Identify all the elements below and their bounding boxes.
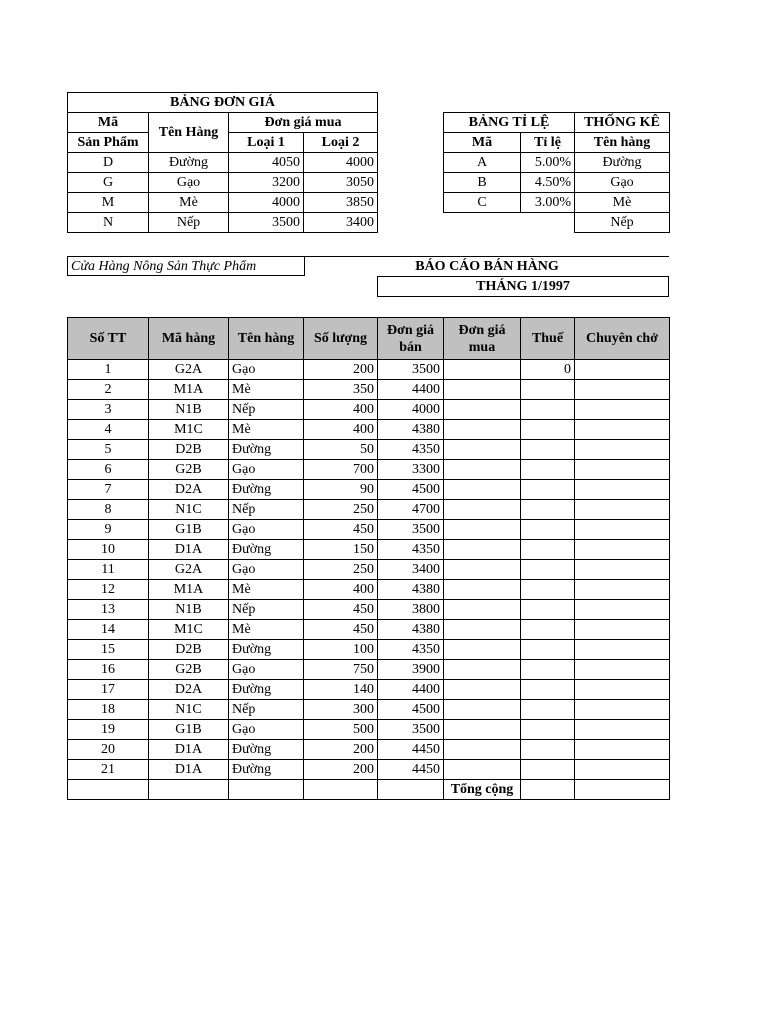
- price-loai2[interactable]: 3050: [304, 173, 378, 193]
- col-thue: Thuế: [521, 318, 575, 360]
- cell-so-luong[interactable]: 400: [304, 580, 378, 600]
- cell-chuyen-cho[interactable]: [575, 540, 670, 560]
- price-loai1[interactable]: 4050: [229, 153, 304, 173]
- cell-so-luong[interactable]: 150: [304, 540, 378, 560]
- cell-ten-hang[interactable]: Mè: [229, 380, 304, 400]
- cell-so-luong[interactable]: 450: [304, 600, 378, 620]
- cell-ma-hang[interactable]: N1C: [149, 700, 229, 720]
- cell-don-gia-mua[interactable]: [444, 600, 521, 620]
- rate-row: [444, 153, 575, 173]
- cell-ma-hang[interactable]: G1B: [149, 520, 229, 540]
- price-ma[interactable]: G: [68, 173, 149, 193]
- price-row: [68, 193, 378, 213]
- cell-don-gia-ban[interactable]: 3900: [378, 660, 444, 680]
- cell-ten-hang[interactable]: Đường: [229, 640, 304, 660]
- cell-chuyen-cho[interactable]: [575, 380, 670, 400]
- cell-ma-hang[interactable]: N1B: [149, 600, 229, 620]
- table-row: [68, 600, 670, 620]
- cell-ma-hang[interactable]: M1C: [149, 420, 229, 440]
- cell-ma-hang[interactable]: M1A: [149, 380, 229, 400]
- price-ten[interactable]: Nếp: [149, 213, 229, 233]
- cell-thue[interactable]: [521, 460, 575, 480]
- cell-don-gia-mua[interactable]: [444, 700, 521, 720]
- cell-ma-hang[interactable]: M1C: [149, 620, 229, 640]
- cell-ma-hang[interactable]: G2B: [149, 460, 229, 480]
- cell-don-gia-mua[interactable]: [444, 440, 521, 460]
- cell-so-luong[interactable]: 700: [304, 460, 378, 480]
- report-month: THÁNG 1/1997: [377, 276, 669, 297]
- price-ma[interactable]: M: [68, 193, 149, 213]
- cell-ma-hang[interactable]: G2A: [149, 560, 229, 580]
- cell-so-tt[interactable]: 5: [68, 440, 149, 460]
- cell-ten-hang[interactable]: Gạo: [229, 520, 304, 540]
- total-chuyen-cho-cell[interactable]: [575, 780, 670, 800]
- cell-chuyen-cho[interactable]: [575, 680, 670, 700]
- cell-so-tt[interactable]: 16: [68, 660, 149, 680]
- table-row: [68, 760, 670, 780]
- stats-table: [574, 112, 670, 233]
- cell-so-tt[interactable]: 17: [68, 680, 149, 700]
- total-empty-cell: [378, 780, 444, 800]
- price-col-don-gia-mua: Đơn giá mua: [229, 113, 378, 133]
- cell-ten-hang[interactable]: Đường: [229, 540, 304, 560]
- cell-so-luong[interactable]: 140: [304, 680, 378, 700]
- table-row: [68, 660, 670, 680]
- cell-don-gia-ban[interactable]: 4350: [378, 540, 444, 560]
- cell-ma-hang[interactable]: D2A: [149, 480, 229, 500]
- stats-table-title: THỐNG KÊ: [575, 113, 670, 133]
- cell-chuyen-cho[interactable]: [575, 700, 670, 720]
- cell-so-tt[interactable]: 21: [68, 760, 149, 780]
- cell-ten-hang[interactable]: Nếp: [229, 700, 304, 720]
- cell-thue[interactable]: [521, 680, 575, 700]
- cell-don-gia-ban[interactable]: 4450: [378, 760, 444, 780]
- col-chuyen-cho: Chuyên chở: [575, 318, 670, 360]
- cell-ma-hang[interactable]: G2A: [149, 360, 229, 380]
- cell-so-luong[interactable]: 50: [304, 440, 378, 460]
- cell-so-luong[interactable]: 300: [304, 700, 378, 720]
- cell-thue[interactable]: [521, 760, 575, 780]
- price-loai1[interactable]: 3500: [229, 213, 304, 233]
- price-table-title: BẢNG ĐƠN GIÁ: [68, 93, 378, 113]
- cell-so-luong[interactable]: 500: [304, 720, 378, 740]
- table-row: [68, 560, 670, 580]
- cell-chuyen-cho[interactable]: [575, 580, 670, 600]
- table-row: [68, 700, 670, 720]
- sales-table: [67, 317, 670, 800]
- cell-ten-hang[interactable]: Nếp: [229, 600, 304, 620]
- cell-don-gia-ban[interactable]: 4400: [378, 680, 444, 700]
- cell-don-gia-mua[interactable]: [444, 760, 521, 780]
- cell-so-tt[interactable]: 20: [68, 740, 149, 760]
- table-row: [68, 580, 670, 600]
- cell-so-luong[interactable]: 750: [304, 660, 378, 680]
- cell-ten-hang[interactable]: Gạo: [229, 660, 304, 680]
- rate-ti-le[interactable]: 3.00%: [521, 193, 575, 213]
- total-empty-cell: [304, 780, 378, 800]
- cell-so-luong[interactable]: 100: [304, 640, 378, 660]
- price-row: [68, 153, 378, 173]
- cell-don-gia-ban[interactable]: 3300: [378, 460, 444, 480]
- cell-so-tt[interactable]: 10: [68, 540, 149, 560]
- price-col-san-pham: Sản Phẩm: [68, 133, 149, 153]
- cell-so-luong[interactable]: 400: [304, 400, 378, 420]
- col-don-gia-ban: Đơn giá bán: [378, 318, 444, 360]
- cell-don-gia-ban[interactable]: 3800: [378, 600, 444, 620]
- cell-thue[interactable]: [521, 540, 575, 560]
- table-row: [68, 740, 670, 760]
- stats-col-ten-hang: Tên hàng: [575, 133, 670, 153]
- price-ten[interactable]: Đường: [149, 153, 229, 173]
- cell-thue[interactable]: [521, 720, 575, 740]
- cell-don-gia-ban[interactable]: 3400: [378, 560, 444, 580]
- cell-don-gia-mua[interactable]: [444, 500, 521, 520]
- cell-chuyen-cho[interactable]: [575, 440, 670, 460]
- cell-so-tt[interactable]: 14: [68, 620, 149, 640]
- cell-don-gia-mua[interactable]: [444, 520, 521, 540]
- rate-ti-le[interactable]: 5.00%: [521, 153, 575, 173]
- cell-don-gia-mua[interactable]: [444, 660, 521, 680]
- cell-don-gia-ban[interactable]: 4380: [378, 620, 444, 640]
- cell-so-tt[interactable]: 18: [68, 700, 149, 720]
- cell-thue[interactable]: [521, 660, 575, 680]
- cell-ten-hang[interactable]: Gạo: [229, 560, 304, 580]
- cell-chuyen-cho[interactable]: [575, 560, 670, 580]
- cell-ma-hang[interactable]: D2A: [149, 680, 229, 700]
- cell-so-luong[interactable]: 450: [304, 620, 378, 640]
- rate-col-ma: Mã: [444, 133, 521, 153]
- cell-so-tt[interactable]: 15: [68, 640, 149, 660]
- cell-thue[interactable]: [521, 580, 575, 600]
- table-row: [68, 480, 670, 500]
- col-don-gia-mua: Đơn giá mua: [444, 318, 521, 360]
- cell-thue[interactable]: [521, 500, 575, 520]
- total-empty-cell: [68, 780, 149, 800]
- cell-so-luong[interactable]: 250: [304, 500, 378, 520]
- table-row: [68, 500, 670, 520]
- cell-don-gia-mua[interactable]: [444, 460, 521, 480]
- cell-chuyen-cho[interactable]: [575, 620, 670, 640]
- price-col-loai2: Loại 2: [304, 133, 378, 153]
- col-so-tt: Số TT: [68, 318, 149, 360]
- cell-so-tt[interactable]: 11: [68, 560, 149, 580]
- cell-don-gia-mua[interactable]: [444, 560, 521, 580]
- cell-ten-hang[interactable]: Gạo: [229, 360, 304, 380]
- cell-so-luong[interactable]: 200: [304, 740, 378, 760]
- cell-don-gia-ban[interactable]: 4380: [378, 580, 444, 600]
- cell-chuyen-cho[interactable]: [575, 460, 670, 480]
- cell-ten-hang[interactable]: Đường: [229, 440, 304, 460]
- cell-thue[interactable]: [521, 420, 575, 440]
- rate-table: [443, 112, 575, 213]
- cell-don-gia-ban[interactable]: 4000: [378, 400, 444, 420]
- table-row: [68, 380, 670, 400]
- cell-ma-hang[interactable]: D2B: [149, 640, 229, 660]
- cell-don-gia-mua[interactable]: [444, 380, 521, 400]
- price-col-loai1: Loại 1: [229, 133, 304, 153]
- cell-ma-hang[interactable]: D1A: [149, 740, 229, 760]
- cell-so-luong[interactable]: 90: [304, 480, 378, 500]
- cell-thue[interactable]: 0: [521, 360, 575, 380]
- cell-don-gia-mua[interactable]: [444, 360, 521, 380]
- table-row: [68, 420, 670, 440]
- col-ten-hang: Tên hàng: [229, 318, 304, 360]
- total-row: [68, 780, 670, 800]
- cell-so-tt[interactable]: 8: [68, 500, 149, 520]
- cell-thue[interactable]: [521, 740, 575, 760]
- cell-ten-hang[interactable]: Đường: [229, 740, 304, 760]
- rate-row: [444, 193, 575, 213]
- cell-don-gia-ban[interactable]: 4350: [378, 440, 444, 460]
- cell-chuyen-cho[interactable]: [575, 740, 670, 760]
- cell-don-gia-ban[interactable]: 4500: [378, 700, 444, 720]
- cell-don-gia-mua[interactable]: [444, 720, 521, 740]
- cell-ma-hang[interactable]: N1C: [149, 500, 229, 520]
- cell-ma-hang[interactable]: D1A: [149, 760, 229, 780]
- cell-don-gia-mua[interactable]: [444, 400, 521, 420]
- cell-chuyen-cho[interactable]: [575, 360, 670, 380]
- price-ten[interactable]: Mè: [149, 193, 229, 213]
- cell-ten-hang[interactable]: Nếp: [229, 500, 304, 520]
- cell-ten-hang[interactable]: Đường: [229, 680, 304, 700]
- cell-thue[interactable]: [521, 640, 575, 660]
- cell-don-gia-mua[interactable]: [444, 480, 521, 500]
- cell-don-gia-ban[interactable]: 3500: [378, 360, 444, 380]
- cell-chuyen-cho[interactable]: [575, 720, 670, 740]
- table-row: [68, 540, 670, 560]
- cell-chuyen-cho[interactable]: [575, 760, 670, 780]
- rate-row: [444, 173, 575, 193]
- cell-thue[interactable]: [521, 380, 575, 400]
- table-row: [68, 400, 670, 420]
- cell-don-gia-mua[interactable]: [444, 740, 521, 760]
- cell-so-tt[interactable]: 13: [68, 600, 149, 620]
- cell-ten-hang[interactable]: Mè: [229, 420, 304, 440]
- price-table: [67, 92, 378, 233]
- cell-ma-hang[interactable]: G1B: [149, 720, 229, 740]
- rate-table-title: BẢNG TỈ LỆ: [444, 113, 575, 133]
- cell-so-tt[interactable]: 1: [68, 360, 149, 380]
- rate-ma[interactable]: A: [444, 153, 521, 173]
- stats-item[interactable]: Nếp: [575, 213, 670, 233]
- price-col-ten-hang: Tên Hàng: [149, 113, 229, 153]
- cell-don-gia-ban[interactable]: 4380: [378, 420, 444, 440]
- rate-ma[interactable]: B: [444, 173, 521, 193]
- cell-so-tt[interactable]: 7: [68, 480, 149, 500]
- cell-ten-hang[interactable]: Mè: [229, 580, 304, 600]
- cell-don-gia-ban[interactable]: 4500: [378, 480, 444, 500]
- cell-don-gia-ban[interactable]: 3500: [378, 720, 444, 740]
- total-empty-cell: [149, 780, 229, 800]
- total-label: Tổng cộng: [444, 780, 521, 800]
- cell-chuyen-cho[interactable]: [575, 660, 670, 680]
- cell-thue[interactable]: [521, 480, 575, 500]
- cell-chuyen-cho[interactable]: [575, 500, 670, 520]
- cell-so-luong[interactable]: 200: [304, 760, 378, 780]
- table-row: [68, 520, 670, 540]
- cell-so-tt[interactable]: 12: [68, 580, 149, 600]
- cell-chuyen-cho[interactable]: [575, 400, 670, 420]
- cell-ma-hang[interactable]: G2B: [149, 660, 229, 680]
- price-loai2[interactable]: 3850: [304, 193, 378, 213]
- rate-ma[interactable]: C: [444, 193, 521, 213]
- price-row: [68, 173, 378, 193]
- cell-chuyen-cho[interactable]: [575, 520, 670, 540]
- stats-item[interactable]: Mè: [575, 193, 670, 213]
- price-ten[interactable]: Gạo: [149, 173, 229, 193]
- cell-so-luong[interactable]: 450: [304, 520, 378, 540]
- cell-ma-hang[interactable]: D2B: [149, 440, 229, 460]
- cell-ten-hang[interactable]: Mè: [229, 620, 304, 640]
- price-col-ma: Mã: [68, 113, 149, 133]
- rate-ti-le[interactable]: 4.50%: [521, 173, 575, 193]
- stats-item[interactable]: Đường: [575, 153, 670, 173]
- cell-so-tt[interactable]: 4: [68, 420, 149, 440]
- cell-don-gia-mua[interactable]: [444, 580, 521, 600]
- cell-thue[interactable]: [521, 520, 575, 540]
- store-name: Cửa Hàng Nông Sản Thực Phẩm: [67, 256, 304, 276]
- cell-chuyen-cho[interactable]: [575, 420, 670, 440]
- cell-so-tt[interactable]: 19: [68, 720, 149, 740]
- cell-thue[interactable]: [521, 400, 575, 420]
- price-row: [68, 213, 378, 233]
- cell-ma-hang[interactable]: N1B: [149, 400, 229, 420]
- cell-don-gia-ban[interactable]: 4400: [378, 380, 444, 400]
- price-loai1[interactable]: 4000: [229, 193, 304, 213]
- cell-thue[interactable]: [521, 560, 575, 580]
- total-empty-cell: [229, 780, 304, 800]
- table-row: [68, 720, 670, 740]
- cell-don-gia-mua[interactable]: [444, 640, 521, 660]
- cell-don-gia-ban[interactable]: 4450: [378, 740, 444, 760]
- cell-thue[interactable]: [521, 700, 575, 720]
- cell-thue[interactable]: [521, 600, 575, 620]
- cell-don-gia-mua[interactable]: [444, 540, 521, 560]
- table-row: [68, 640, 670, 660]
- cell-thue[interactable]: [521, 620, 575, 640]
- cell-ten-hang[interactable]: Gạo: [229, 720, 304, 740]
- cell-ma-hang[interactable]: D1A: [149, 540, 229, 560]
- price-ma[interactable]: D: [68, 153, 149, 173]
- table-row: [68, 360, 670, 380]
- cell-ma-hang[interactable]: M1A: [149, 580, 229, 600]
- price-ma[interactable]: N: [68, 213, 149, 233]
- table-row: [68, 680, 670, 700]
- cell-ten-hang[interactable]: Gạo: [229, 460, 304, 480]
- stats-item[interactable]: Gạo: [575, 173, 670, 193]
- cell-so-luong[interactable]: 400: [304, 420, 378, 440]
- cell-don-gia-ban[interactable]: 4700: [378, 500, 444, 520]
- price-loai2[interactable]: 4000: [304, 153, 378, 173]
- cell-so-tt[interactable]: 6: [68, 460, 149, 480]
- cell-don-gia-ban[interactable]: 3500: [378, 520, 444, 540]
- cell-chuyen-cho[interactable]: [575, 480, 670, 500]
- cell-ten-hang[interactable]: Đường: [229, 760, 304, 780]
- table-row: [68, 620, 670, 640]
- cell-chuyen-cho[interactable]: [575, 600, 670, 620]
- price-loai2[interactable]: 3400: [304, 213, 378, 233]
- cell-so-luong[interactable]: 250: [304, 560, 378, 580]
- cell-so-tt[interactable]: 9: [68, 520, 149, 540]
- report-title: BÁO CÁO BÁN HÀNG: [304, 256, 669, 276]
- table-row: [68, 460, 670, 480]
- col-ma-hang: Mã hàng: [149, 318, 229, 360]
- cell-don-gia-ban[interactable]: 4350: [378, 640, 444, 660]
- col-so-luong: Số lượng: [304, 318, 378, 360]
- cell-so-tt[interactable]: 3: [68, 400, 149, 420]
- cell-don-gia-mua[interactable]: [444, 680, 521, 700]
- cell-ten-hang[interactable]: Đường: [229, 480, 304, 500]
- table-row: [68, 440, 670, 460]
- cell-don-gia-mua[interactable]: [444, 620, 521, 640]
- cell-so-luong[interactable]: 350: [304, 380, 378, 400]
- total-thue-cell[interactable]: [521, 780, 575, 800]
- cell-ten-hang[interactable]: Nếp: [229, 400, 304, 420]
- price-loai1[interactable]: 3200: [229, 173, 304, 193]
- cell-thue[interactable]: [521, 440, 575, 460]
- rate-col-ti-le: Tỉ lệ: [521, 133, 575, 153]
- cell-chuyen-cho[interactable]: [575, 640, 670, 660]
- cell-so-tt[interactable]: 2: [68, 380, 149, 400]
- cell-so-luong[interactable]: 200: [304, 360, 378, 380]
- cell-don-gia-mua[interactable]: [444, 420, 521, 440]
